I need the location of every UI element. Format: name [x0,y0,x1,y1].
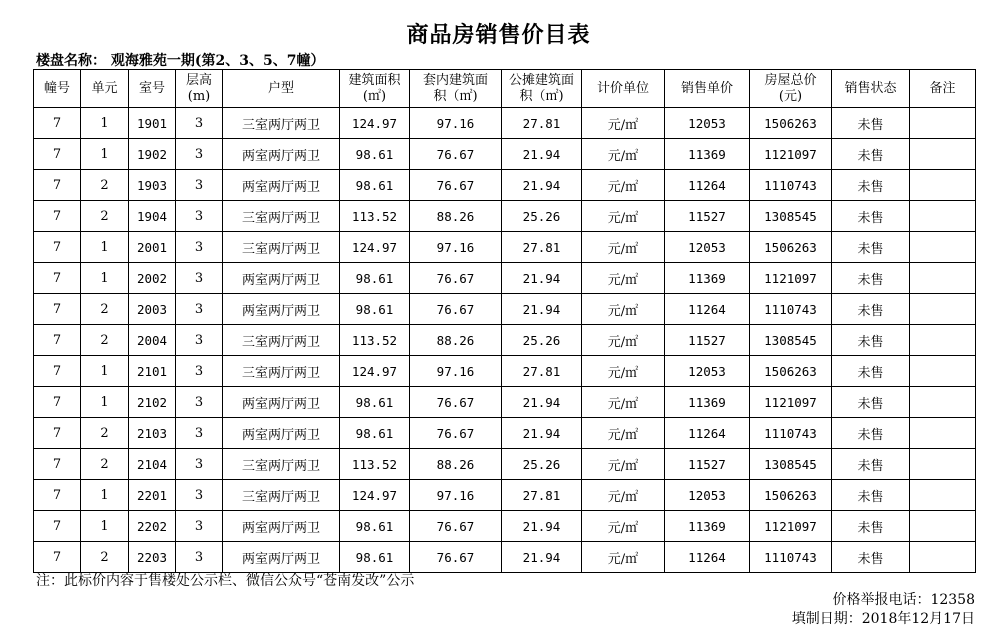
table-cell: 76.67 [410,542,502,573]
table-cell: 2004 [129,325,176,356]
table-cell: 元/㎡ [582,139,665,170]
table-cell: 27.81 [502,232,582,263]
table-cell: 97.16 [410,356,502,387]
table-cell: 元/㎡ [582,294,665,325]
table-cell: 1110743 [750,170,832,201]
table-cell: 76.67 [410,263,502,294]
table-cell: 3 [176,232,223,263]
project-name: 楼盘名称： 观海雅苑一期(第2、3、5、7幢） [36,53,325,69]
table-cell: 两室两厅两卫 [223,511,340,542]
table-cell: 未售 [832,356,910,387]
table-cell: 7 [34,418,81,449]
table-cell: 三室两厅两卫 [223,232,340,263]
table-cell: 76.67 [410,294,502,325]
table-cell: 3 [176,542,223,573]
table-cell: 1901 [129,108,176,139]
table-cell [910,170,976,201]
table-cell: 21.94 [502,139,582,170]
table-header-row [34,70,976,108]
table-cell: 1506263 [750,480,832,511]
table-cell: 元/㎡ [582,480,665,511]
table-cell: 1902 [129,139,176,170]
table-cell: 1 [81,139,129,170]
table-cell: 98.61 [340,170,410,201]
table-cell: 3 [176,139,223,170]
table-cell: 2003 [129,294,176,325]
table-cell: 98.61 [340,511,410,542]
table-cell: 7 [34,356,81,387]
table-cell: 元/㎡ [582,232,665,263]
table-cell: 88.26 [410,201,502,232]
table-cell: 元/㎡ [582,511,665,542]
table-cell [910,542,976,573]
table-cell [910,263,976,294]
table-cell: 2 [81,449,129,480]
table-cell: 124.97 [340,356,410,387]
table-cell: 2202 [129,511,176,542]
table-cell: 1 [81,480,129,511]
table-cell: 1308545 [750,201,832,232]
table-cell: 1904 [129,201,176,232]
table-cell: 3 [176,170,223,201]
table-cell: 2102 [129,387,176,418]
table-cell: 未售 [832,542,910,573]
table-row [34,139,976,170]
table-row [34,108,976,139]
table-cell: 未售 [832,511,910,542]
table-cell: 25.26 [502,201,582,232]
column-header: 建筑面积 (㎡) [340,70,410,108]
table-cell: 11369 [665,387,750,418]
table-cell: 7 [34,511,81,542]
table-cell [910,356,976,387]
price-table [33,69,976,573]
table-cell: 7 [34,170,81,201]
table-cell: 3 [176,418,223,449]
table-cell: 76.67 [410,139,502,170]
table-cell: 98.61 [340,139,410,170]
table-cell: 3 [176,511,223,542]
column-header: 计价单位 [582,70,665,108]
table-cell: 27.81 [502,356,582,387]
column-header: 套内建筑面 积（㎡) [410,70,502,108]
table-cell: 1110743 [750,418,832,449]
table-cell: 未售 [832,294,910,325]
table-cell: 元/㎡ [582,356,665,387]
table-cell: 76.67 [410,418,502,449]
table-cell: 98.61 [340,387,410,418]
table-cell: 25.26 [502,325,582,356]
table-cell: 11527 [665,449,750,480]
table-cell: 2203 [129,542,176,573]
table-cell: 1121097 [750,263,832,294]
table-cell: 3 [176,108,223,139]
table-cell: 76.67 [410,170,502,201]
table-cell [910,108,976,139]
table-cell: 3 [176,294,223,325]
table-cell: 12053 [665,108,750,139]
table-cell: 1 [81,356,129,387]
table-cell: 元/㎡ [582,170,665,201]
table-cell: 11264 [665,542,750,573]
table-cell: 3 [176,325,223,356]
table-cell: 11527 [665,201,750,232]
table-cell: 2201 [129,480,176,511]
table-cell: 未售 [832,232,910,263]
table-cell [910,139,976,170]
table-cell: 21.94 [502,294,582,325]
table-cell: 未售 [832,418,910,449]
table-cell: 7 [34,480,81,511]
table-cell: 25.26 [502,449,582,480]
table-cell: 1121097 [750,387,832,418]
table-cell: 11527 [665,325,750,356]
table-cell: 113.52 [340,449,410,480]
table-cell [910,387,976,418]
table-cell: 未售 [832,139,910,170]
table-cell: 未售 [832,201,910,232]
column-header: 备注 [910,70,976,108]
table-cell: 未售 [832,449,910,480]
table-cell: 元/㎡ [582,325,665,356]
table-cell: 3 [176,356,223,387]
table-cell [910,325,976,356]
table-cell: 3 [176,201,223,232]
table-cell: 97.16 [410,480,502,511]
table-cell: 7 [34,449,81,480]
table-row [34,294,976,325]
table-cell: 1 [81,263,129,294]
table-cell: 7 [34,387,81,418]
table-cell: 113.52 [340,201,410,232]
table-cell: 76.67 [410,387,502,418]
table-cell: 1308545 [750,325,832,356]
column-header: 单元 [81,70,129,108]
table-cell: 两室两厅两卫 [223,542,340,573]
table-cell: 11264 [665,418,750,449]
table-cell: 元/㎡ [582,542,665,573]
table-cell: 7 [34,201,81,232]
table-cell: 11369 [665,139,750,170]
table-cell: 未售 [832,480,910,511]
table-cell: 7 [34,108,81,139]
table-cell: 2002 [129,263,176,294]
table-row [34,511,976,542]
column-header: 层高 (m) [176,70,223,108]
table-cell: 2001 [129,232,176,263]
table-cell: 2101 [129,356,176,387]
table-cell: 98.61 [340,263,410,294]
table-cell: 三室两厅两卫 [223,449,340,480]
table-cell: 三室两厅两卫 [223,201,340,232]
table-cell: 三室两厅两卫 [223,325,340,356]
table-cell: 11369 [665,511,750,542]
table-cell: 124.97 [340,108,410,139]
table-cell: 76.67 [410,511,502,542]
table-cell: 两室两厅两卫 [223,294,340,325]
table-cell: 三室两厅两卫 [223,356,340,387]
table-row [34,542,976,573]
table-cell: 21.94 [502,511,582,542]
table-cell: 21.94 [502,418,582,449]
column-header: 户型 [223,70,340,108]
table-row [34,387,976,418]
table-cell: 3 [176,449,223,480]
table-cell: 三室两厅两卫 [223,108,340,139]
table-cell: 12053 [665,232,750,263]
table-cell: 12053 [665,480,750,511]
column-header: 销售单价 [665,70,750,108]
table-cell: 1506263 [750,356,832,387]
table-cell: 11264 [665,294,750,325]
table-cell [910,294,976,325]
table-row [34,418,976,449]
table-cell: 88.26 [410,325,502,356]
column-header: 室号 [129,70,176,108]
table-cell: 11264 [665,170,750,201]
table-cell: 124.97 [340,480,410,511]
table-cell: 2 [81,542,129,573]
table-cell [910,201,976,232]
table-row [34,170,976,201]
column-header: 房屋总价 (元) [750,70,832,108]
table-row [34,201,976,232]
table-cell: 12053 [665,356,750,387]
fill-date: 填制日期：2018年12月17日 [791,611,975,627]
table-cell: 两室两厅两卫 [223,387,340,418]
table-row [34,232,976,263]
table-cell: 两室两厅两卫 [223,263,340,294]
page-title: 商品房销售价目表 [406,22,591,48]
table-cell: 1308545 [750,449,832,480]
table-cell: 未售 [832,170,910,201]
table-cell: 2104 [129,449,176,480]
table-body [34,108,976,573]
column-header: 销售状态 [832,70,910,108]
table-cell [910,511,976,542]
table-cell: 元/㎡ [582,108,665,139]
table-row [34,263,976,294]
table-cell: 1 [81,232,129,263]
table-cell [910,232,976,263]
table-cell: 未售 [832,325,910,356]
table-cell: 1 [81,108,129,139]
table-cell: 元/㎡ [582,418,665,449]
table-cell: 97.16 [410,232,502,263]
table-cell: 7 [34,294,81,325]
table-cell: 113.52 [340,325,410,356]
table-cell: 7 [34,139,81,170]
table-cell: 两室两厅两卫 [223,418,340,449]
table-cell: 3 [176,480,223,511]
table-cell: 1121097 [750,511,832,542]
table-cell: 7 [34,263,81,294]
table-cell: 2103 [129,418,176,449]
table-cell: 98.61 [340,418,410,449]
table-cell: 98.61 [340,542,410,573]
table-cell: 元/㎡ [582,449,665,480]
table-cell: 124.97 [340,232,410,263]
table-row [34,480,976,511]
table-cell: 未售 [832,108,910,139]
table-cell: 1110743 [750,542,832,573]
table-cell: 元/㎡ [582,201,665,232]
table-row [34,356,976,387]
table-cell [910,449,976,480]
table-cell: 21.94 [502,263,582,294]
table-row [34,449,976,480]
table-cell: 21.94 [502,387,582,418]
table-cell: 27.81 [502,108,582,139]
table-cell: 21.94 [502,542,582,573]
table-cell: 元/㎡ [582,387,665,418]
table-cell: 未售 [832,387,910,418]
table-cell: 2 [81,294,129,325]
table-cell: 1110743 [750,294,832,325]
table-cell: 2 [81,418,129,449]
table-cell: 2 [81,201,129,232]
table-cell: 97.16 [410,108,502,139]
table-cell: 两室两厅两卫 [223,139,340,170]
table-cell: 1903 [129,170,176,201]
table-cell: 1121097 [750,139,832,170]
table-cell: 元/㎡ [582,263,665,294]
table-cell: 11369 [665,263,750,294]
table-cell: 3 [176,263,223,294]
table-cell: 1 [81,387,129,418]
table-cell [910,418,976,449]
footnote: 注：此标价内容于售楼处公示栏、微信公众号“苍南发改”公示 [36,573,415,589]
table-cell: 98.61 [340,294,410,325]
table-cell: 27.81 [502,480,582,511]
table-cell [910,480,976,511]
table-cell: 88.26 [410,449,502,480]
table-cell: 1506263 [750,108,832,139]
column-header: 公摊建筑面 积（㎡) [502,70,582,108]
table-cell: 1 [81,511,129,542]
table-cell: 7 [34,325,81,356]
table-cell: 两室两厅两卫 [223,170,340,201]
column-header: 幢号 [34,70,81,108]
table-cell: 2 [81,325,129,356]
table-cell: 21.94 [502,170,582,201]
report-phone: 价格举报电话：12358 [832,592,975,608]
table-row [34,325,976,356]
table-cell: 未售 [832,263,910,294]
table-cell: 3 [176,387,223,418]
table-cell: 7 [34,232,81,263]
table-cell: 三室两厅两卫 [223,480,340,511]
table-cell: 2 [81,170,129,201]
table-cell: 1506263 [750,232,832,263]
table-cell: 7 [34,542,81,573]
